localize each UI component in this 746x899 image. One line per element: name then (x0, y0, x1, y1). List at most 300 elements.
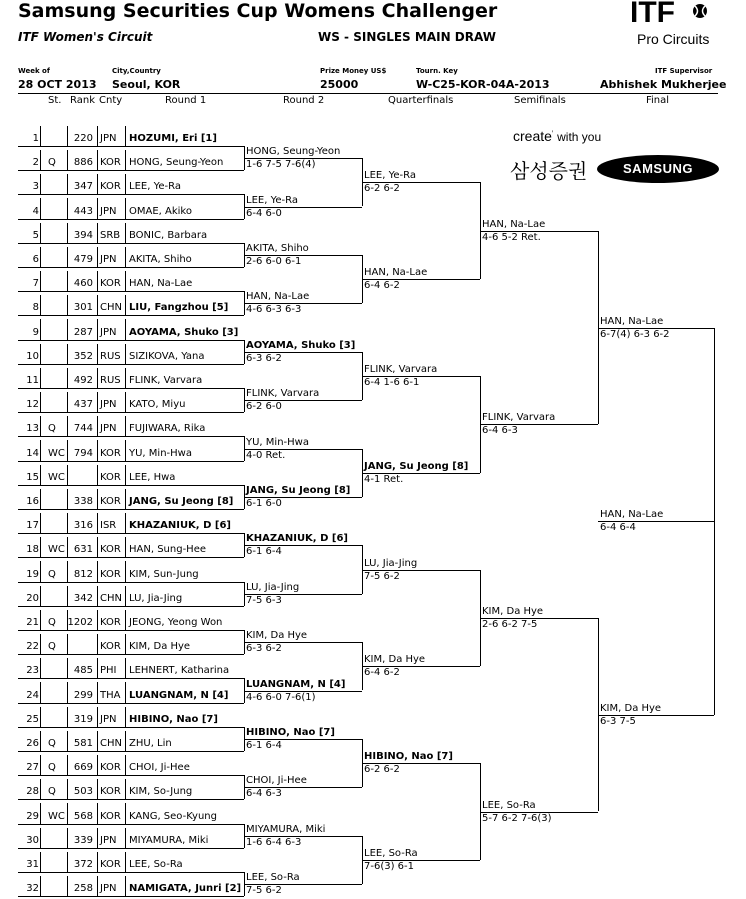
draw-row-line (18, 630, 244, 631)
draw-row-line (18, 388, 244, 389)
round2-score: 4-6 6-3 6-3 (246, 304, 302, 316)
round2-score: 7-5 6-3 (246, 594, 282, 606)
player-country: KOR (100, 157, 121, 169)
round2-score: 6-1 6-4 (246, 739, 282, 751)
quarterfinal-winner: FLINK, Varvara (364, 363, 438, 375)
player-country: KOR (100, 762, 121, 774)
player-country: CHN (100, 302, 122, 314)
samsung-logo (596, 154, 720, 184)
player-country: KOR (100, 786, 121, 798)
player-country: THA (100, 689, 121, 701)
itf-logo (620, 0, 730, 50)
entry-status: WC (48, 810, 65, 822)
entry-status: Q (48, 738, 56, 749)
player-name: AKITA, Shiho (129, 254, 192, 265)
column-divider (67, 586, 68, 606)
column-divider (125, 779, 126, 799)
column-divider (67, 198, 68, 218)
entry-status: Q (48, 786, 56, 798)
round2-winner: LUANGNAM, N [4] (246, 678, 346, 690)
quarterfinal-winner: HIBINO, Nao [7] (364, 751, 453, 763)
draw-row-line (18, 896, 244, 897)
column-divider (125, 876, 126, 896)
round2-score: 6-2 6-0 (246, 401, 282, 413)
round2-score: 2-6 6-0 6-1 (246, 255, 302, 267)
player-country: RUS (100, 350, 121, 362)
column-divider (40, 271, 41, 291)
player-name: CHOI, Ji-Hee (129, 762, 190, 774)
column-divider (97, 150, 98, 170)
column-divider (125, 658, 126, 678)
player-rank: 342 (73, 592, 93, 604)
player-name: AOYAMA, Shuko [3] (129, 326, 239, 338)
column-divider (40, 126, 41, 146)
player-rank: 812 (73, 568, 93, 580)
tennis-ball-icon (692, 3, 708, 19)
column-divider (125, 174, 126, 194)
player-name: KIM, So-Jung (129, 786, 193, 798)
player-country: KOR (100, 859, 121, 870)
player-country: JPN (100, 713, 117, 725)
player-name: HAN, Sung-Hee (129, 544, 207, 556)
column-divider (97, 319, 98, 339)
column-divider (67, 489, 68, 509)
column-divider (125, 852, 126, 872)
player-country: RUS (100, 375, 121, 386)
player-rank: 794 (73, 447, 93, 459)
draw-row-line (18, 654, 244, 655)
final-score: 6-3 7-5 (600, 715, 636, 727)
column-divider (125, 803, 126, 823)
quarterfinal-score: 6-2 6-2 (364, 183, 400, 195)
draw-position: 26 (26, 738, 39, 749)
column-divider (125, 392, 126, 412)
final-score: 6-7(4) 6-3 6-2 (600, 328, 670, 340)
column-divider (125, 198, 126, 218)
round2-winner: HONG, Seung-Yeon (246, 146, 341, 158)
draw-position: 1 (32, 133, 39, 144)
draw-position: 19 (26, 568, 39, 580)
player-rank: 338 (73, 496, 93, 507)
player-name: KHAZANIUK, D [6] (129, 520, 231, 532)
player-rank: 258 (73, 883, 93, 895)
draw-row-line (18, 533, 244, 534)
round2-score: 6-1 6-0 (246, 497, 282, 509)
column-divider (67, 513, 68, 533)
player-rank: 220 (73, 133, 93, 144)
column-divider (125, 707, 126, 727)
player-name: LEE, Ye-Ra (129, 181, 181, 193)
quarterfinal-winner: LEE, So-Ra (364, 847, 418, 859)
round2-winner: AOYAMA, Shuko [3] (246, 339, 356, 351)
player-name: LIU, Fangzhou [5] (129, 302, 229, 314)
bracket-connector (714, 328, 715, 715)
column-divider (97, 586, 98, 606)
column-divider (67, 803, 68, 823)
draw-row-line (18, 436, 244, 437)
entry-status: Q (48, 762, 56, 774)
draw-position: 27 (26, 762, 39, 774)
round2-score: 7-5 6-2 (246, 885, 282, 897)
column-divider (40, 634, 41, 654)
column-divider (40, 707, 41, 727)
circuit-name: ITF Women's Circuit (18, 30, 153, 44)
column-divider (40, 828, 41, 848)
draw-position: 23 (26, 665, 39, 677)
column-divider (40, 465, 41, 485)
semifinal-winner: HAN, Na-Lae (482, 218, 546, 230)
column-divider (40, 803, 41, 823)
round2-winner: LU, Jia-Jing (246, 581, 300, 593)
column-divider (40, 440, 41, 460)
semifinal-winner: FLINK, Varvara (482, 412, 556, 424)
column-divider (125, 513, 126, 533)
draw-row-line (18, 146, 244, 147)
round2-winner: KIM, Da Hye (246, 630, 308, 642)
player-country: JPN (100, 834, 117, 846)
column-divider (40, 198, 41, 218)
column-divider (97, 392, 98, 412)
draw-row-line (18, 194, 244, 195)
draw-position: 31 (26, 859, 39, 870)
player-rank: 1202 (67, 617, 93, 628)
player-name: HIBINO, Nao [7] (129, 713, 218, 725)
column-divider (97, 634, 98, 654)
week-label: Week of (18, 67, 50, 75)
player-name: KANG, Seo-Kyung (129, 810, 217, 822)
column-divider (40, 561, 41, 581)
entry-status: Q (48, 641, 56, 653)
prize-value: 25000 (320, 78, 359, 91)
column-divider (67, 247, 68, 267)
player-rank: 443 (73, 205, 93, 217)
column-divider (67, 876, 68, 896)
player-rank: 503 (73, 786, 93, 798)
round2-winner: LEE, Ye-Ra (246, 194, 298, 206)
player-name: HAN, Na-Lae (129, 278, 193, 290)
draw-row-line (18, 509, 244, 510)
column-divider (125, 416, 126, 436)
column-divider (40, 150, 41, 170)
player-rank: 347 (73, 181, 93, 193)
column-divider (67, 368, 68, 388)
column-divider (67, 731, 68, 751)
entry-status: WC (48, 447, 65, 459)
draw-row-line (18, 461, 244, 462)
player-rank: 301 (73, 302, 93, 314)
column-divider (125, 561, 126, 581)
column-divider (40, 319, 41, 339)
column-divider (67, 658, 68, 678)
draw-position: 12 (26, 399, 39, 411)
column-divider (40, 392, 41, 412)
player-rank: 372 (73, 859, 93, 870)
quarterfinal-winner: LEE, Ye-Ra (364, 170, 416, 182)
column-divider (40, 755, 41, 775)
player-country: JPN (100, 133, 117, 144)
column-divider (40, 489, 41, 509)
column-divider (97, 344, 98, 364)
round2-winner: YU, Min-Hwa (246, 436, 309, 448)
quarterfinal-winner: LU, Jia-Jing (364, 557, 418, 569)
week-value: 28 OCT 2013 (18, 78, 97, 91)
draw-position: 5 (32, 229, 39, 241)
supervisor-value: Abhishek Mukherjee (600, 78, 727, 91)
draw-position: 4 (32, 205, 39, 217)
player-country: KOR (100, 278, 121, 290)
draw-row-line (18, 485, 244, 486)
column-divider (67, 561, 68, 581)
player-name: KIM, Da Hye (129, 641, 191, 653)
champion-score: 6-4 6-4 (600, 522, 636, 534)
round2-winner: JANG, Su Jeong [8] (246, 484, 351, 496)
column-divider (97, 174, 98, 194)
column-divider (67, 707, 68, 727)
samsung-logo-text: SAMSUNG (623, 161, 693, 176)
player-country: KOR (100, 181, 121, 193)
draw-row-line (18, 848, 244, 849)
player-name: YU, Min-Hwa (129, 447, 192, 459)
player-country: PHI (100, 665, 117, 677)
round2-score: 6-4 6-3 (246, 788, 282, 800)
column-divider (125, 344, 126, 364)
column-divider (97, 658, 98, 678)
round2-score: 6-1 6-4 (246, 546, 282, 558)
draw-row-line (18, 606, 244, 607)
semifinal-score: 6-4 6-3 (482, 425, 518, 437)
round2-winner: CHOI, Ji-Hee (246, 775, 307, 787)
column-divider (97, 610, 98, 630)
col-round1: Round 1 (165, 95, 207, 106)
draw-position: 15 (26, 471, 39, 483)
column-divider (67, 319, 68, 339)
tournament-title: Samsung Securities Cup Womens Challenger (18, 0, 498, 22)
entry-status: WC (48, 544, 65, 556)
player-name: FUJIWARA, Rika (129, 423, 206, 435)
player-country: JPN (100, 254, 117, 265)
player-rank: 352 (73, 350, 93, 362)
player-country: KOR (100, 641, 121, 653)
column-divider (40, 682, 41, 702)
player-rank: 339 (73, 834, 93, 846)
semifinal-winner: KIM, Da Hye (482, 605, 544, 617)
column-divider (67, 610, 68, 630)
column-divider (40, 223, 41, 243)
player-name: LEE, So-Ra (129, 859, 183, 870)
player-country: KOR (100, 471, 121, 483)
column-divider (125, 634, 126, 654)
column-divider (125, 586, 126, 606)
player-country: SRB (100, 229, 121, 241)
round2-winner: HAN, Na-Lae (246, 291, 310, 303)
player-country: KOR (100, 568, 121, 580)
quarterfinal-score: 7-6(3) 6-1 (364, 860, 415, 872)
column-divider (125, 610, 126, 630)
col-rank: Rank (70, 95, 95, 106)
column-divider (125, 440, 126, 460)
draw-position: 22 (26, 641, 39, 653)
column-divider (67, 392, 68, 412)
slogan-with-you: with you (557, 130, 602, 144)
draw-row-line (18, 824, 244, 825)
player-country: KOR (100, 617, 121, 628)
draw-position: 6 (32, 254, 39, 265)
column-divider (97, 223, 98, 243)
player-name: OMAE, Akiko (129, 205, 192, 217)
column-divider (97, 876, 98, 896)
round2-winner: MIYAMURA, Miki (246, 823, 326, 835)
event-name: WS - SINGLES MAIN DRAW (318, 30, 496, 44)
player-rank: 316 (73, 520, 93, 532)
column-divider (40, 876, 41, 896)
draw-position: 18 (26, 544, 39, 556)
column-divider (40, 586, 41, 606)
column-divider (67, 852, 68, 872)
player-country: CHN (100, 592, 122, 604)
supervisor-label: ITF Supervisor (655, 67, 713, 75)
draw-position: 24 (26, 689, 39, 701)
entry-status: Q (48, 157, 56, 169)
semifinal-score: 4-6 5-2 Ret. (482, 231, 541, 243)
city-label: City,Country (112, 67, 161, 75)
city-value: Seoul, KOR (112, 78, 181, 91)
column-divider (97, 682, 98, 702)
quarterfinal-winner: HAN, Na-Lae (364, 267, 428, 279)
column-divider (97, 803, 98, 823)
column-divider (125, 126, 126, 146)
column-divider (125, 828, 126, 848)
entry-status: Q (48, 423, 56, 435)
draw-position: 11 (26, 375, 39, 386)
quarterfinal-winner: KIM, Da Hye (364, 654, 426, 666)
column-divider (125, 682, 126, 702)
draw-row-line (18, 775, 244, 776)
player-rank: 568 (73, 810, 93, 822)
column-divider (67, 174, 68, 194)
column-divider (97, 295, 98, 315)
player-name: JEONG, Yeong Won (129, 617, 223, 628)
round2-score: 6-3 6-2 (246, 352, 282, 364)
final-winner: HAN, Na-Lae (600, 315, 664, 327)
player-rank: 492 (73, 375, 93, 386)
column-divider (40, 247, 41, 267)
column-divider (97, 537, 98, 557)
player-name: MIYAMURA, Miki (129, 834, 209, 846)
player-name: LUANGNAM, N [4] (129, 689, 229, 701)
draw-row-line (18, 557, 244, 558)
column-divider (40, 852, 41, 872)
column-divider (67, 344, 68, 364)
player-name: JANG, Su Jeong [8] (129, 496, 234, 507)
player-country: JPN (100, 205, 117, 217)
column-divider (40, 731, 41, 751)
player-rank: 460 (73, 278, 93, 290)
draw-position: 10 (26, 350, 39, 362)
column-divider (97, 368, 98, 388)
draw-row-line (18, 291, 244, 292)
draw-position: 20 (26, 592, 39, 604)
column-divider (97, 126, 98, 146)
key-value: W-C25-KOR-04A-2013 (416, 78, 550, 91)
player-country: ISR (100, 520, 117, 532)
round2-winner: KHAZANIUK, D [6] (246, 533, 348, 545)
quarterfinal-score: 6-4 6-2 (364, 667, 400, 679)
round2-winner: FLINK, Varvara (246, 388, 320, 400)
column-divider (97, 247, 98, 267)
player-name: LU, Jia-Jing (129, 592, 183, 604)
column-divider (67, 416, 68, 436)
draw-position: 16 (26, 496, 39, 507)
player-name: NAMIGATA, Junri [2] (129, 883, 242, 895)
column-divider (40, 513, 41, 533)
column-divider (67, 682, 68, 702)
champion-name: HAN, Na-Lae (600, 509, 664, 521)
column-divider (125, 731, 126, 751)
column-divider (67, 150, 68, 170)
draw-position: 28 (26, 786, 39, 798)
column-divider (67, 634, 68, 654)
prize-label: Prize Money US$ (320, 67, 387, 75)
column-divider (125, 319, 126, 339)
draw-row-line (18, 219, 244, 220)
column-divider (125, 271, 126, 291)
column-divider (67, 295, 68, 315)
draw-position: 14 (26, 447, 39, 459)
player-country: JPN (100, 423, 117, 435)
column-divider (97, 731, 98, 751)
player-country: JPN (100, 399, 117, 411)
column-divider (125, 465, 126, 485)
player-rank: 744 (73, 423, 93, 435)
draw-position: 17 (26, 520, 39, 532)
player-name: FLINK, Varvara (129, 375, 203, 386)
column-divider (97, 779, 98, 799)
draw-row-line (18, 412, 244, 413)
player-country: KOR (100, 810, 121, 822)
itf-logo-text: ITF (630, 0, 675, 29)
slogan-create: create (513, 128, 552, 144)
column-divider (40, 174, 41, 194)
player-rank: 437 (73, 399, 93, 411)
draw-row-line (18, 315, 244, 316)
column-divider (97, 489, 98, 509)
round2-score: 1-6 6-4 6-3 (246, 836, 302, 848)
column-divider (67, 465, 68, 485)
draw-position: 25 (26, 713, 39, 725)
column-divider (125, 755, 126, 775)
entry-status: WC (48, 471, 65, 483)
column-divider (40, 537, 41, 557)
column-divider (125, 247, 126, 267)
entry-status: Q (48, 568, 56, 580)
player-rank: 394 (73, 229, 93, 241)
column-divider (97, 755, 98, 775)
quarterfinal-score: 7-5 6-2 (364, 570, 400, 582)
semifinal-score: 2-6 6-2 7-5 (482, 618, 538, 630)
draw-position: 8 (32, 302, 39, 314)
column-divider (40, 658, 41, 678)
column-divider (67, 223, 68, 243)
round2-winner: LEE, So-Ra (246, 872, 300, 884)
round2-winner: HIBINO, Nao [7] (246, 726, 335, 738)
column-divider (125, 489, 126, 509)
player-country: JPN (100, 326, 117, 338)
column-divider (97, 561, 98, 581)
column-divider (40, 610, 41, 630)
draw-row-line (18, 678, 244, 679)
player-name: HOZUMI, Eri [1] (129, 133, 217, 144)
entry-status: Q (48, 617, 56, 628)
